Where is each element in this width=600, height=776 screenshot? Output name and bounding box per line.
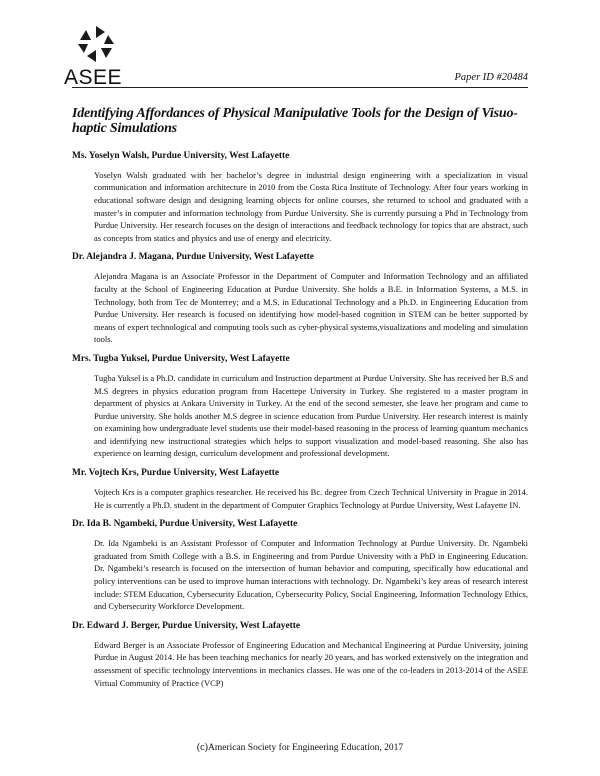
author-name: Dr. Ida B. Ngambeki, Purdue University, West Lafayette <box>72 519 298 530</box>
author-bio: Alejandra Magana is an Associate Professor in the Department of Computer and Information Technology and an affiliated faculty at the School of Engineering Education at Purdue University. She holds a B.E. in Information Systems, a M.S. in Technology, both from Tec de Monterrey; and a M.S. in Educational Technology and a Ph.D. in Engineering Education from Purdue University. Her research is focused on identifying how model-based cognition in STEM can be better supported by means of expert technological and computing tools such as cyber-physical systems,visualizations and modeling and simulation tools. <box>94 271 528 345</box>
author-name: Mrs. Tugba Yuksel, Purdue University, West Lafayette <box>72 353 290 364</box>
author-bio: Dr. Ida Ngambeki is an Assistant Professor of Computer and Information Technology at Purdue University. Dr. Ngambeki graduated from Smith College with a B.S. in Engineering and from Purdue University with a PhD in Engineering Education. Dr. Ngambeki’s research is focused on the intersection of human behavior and computing, specifically how educational and policy interventions can be used to improve human interactions with technology. Dr. Ngambeki’s key areas of research interest include: STEM Education, Cybersecurity Education, Cybersecurity Policy, Social Engineering, Information Technology Ethics, and Cybersecurity Workforce Development. <box>94 538 528 612</box>
logo-text: ASEE <box>64 66 123 89</box>
footer-copyright <box>0 742 600 753</box>
author-name: Dr. Alejandra J. Magana, Purdue University, West Lafayette <box>72 252 314 263</box>
header-rule <box>72 87 528 88</box>
paper-title: Identifying Affordances of Physical Manipulative Tools for the Design of Visuo-haptic Simulations <box>72 106 518 137</box>
asee-logo-icon <box>74 24 118 64</box>
author-name: Dr. Edward J. Berger, Purdue University, West Lafayette <box>72 620 301 631</box>
footer-text: American Society for Engineering Education, 2017 <box>207 743 404 753</box>
page-content <box>72 106 528 697</box>
author-bio: Yoselyn Walsh graduated with her bachelor’s degree in industrial design engineering with a specialization in visual communication and information architecture in 2010 from the Costa Rica Institute of Technology. After four years working in educational software design and designing learning objects for online courses, she returned to school and graduated with a master’s in computer and information technology from Purdue University. She is currently pursuing a Phd in Technology from Purdue University. Her research focuses on the design of interactions and feedback technology for topics that are abstract, such as concepts from statics and physics and use of energy and electricity. <box>94 169 528 243</box>
author-bio: Tugba Yuksel is a Ph.D. candidate in curriculum and Instruction department at Purdue University. She has received her B.S and M.S degrees in physics education program from Hacettepe University in Turkey. She registered to a master program in department of physics at Ankara University in Turkey. At the end of the second semester, she leave her program and came to Purdue university. She holds another M.S degree in science education from Purdue University. Her research interest is mainly on examining how undergraduate level students use their model-based reasoning in the process of learning quantum mechanics and identifying new instructional strategies which helps to support visualization and model-based reasoning. She also has experience on learning design, curriculum development and professional development. <box>94 372 528 459</box>
author-bio: Vojtech Krs is a computer graphics researcher. He received his Bc. degree from Czech Technical University in Prague in 2014. He is currently a Ph.D. student in the department of Computer Graphics Technology at Purdue University, West Lafayette IN. <box>94 487 528 510</box>
author-name: Mr. Vojtech Krs, Purdue University, West Lafayette <box>72 468 280 479</box>
copyright-icon: (c) <box>196 742 208 753</box>
asee-logo <box>64 24 128 90</box>
paper-id: Paper ID #20484 <box>454 72 528 83</box>
author-name: Ms. Yoselyn Walsh, Purdue University, West Lafayette <box>72 150 290 161</box>
author-bio: Edward Berger is an Associate Professor of Engineering Education and Mechanical Engineering at Purdue University, joining Purdue in August 2014. He has been teaching mechanics for nearly 20 years, and has worked extensively on the integration and assessment of specific technology interventions in mechanics classes. He was one of the co-leaders in 2013-2014 of the ASEE Virtual Community of Practice (VCP) <box>94 639 528 688</box>
